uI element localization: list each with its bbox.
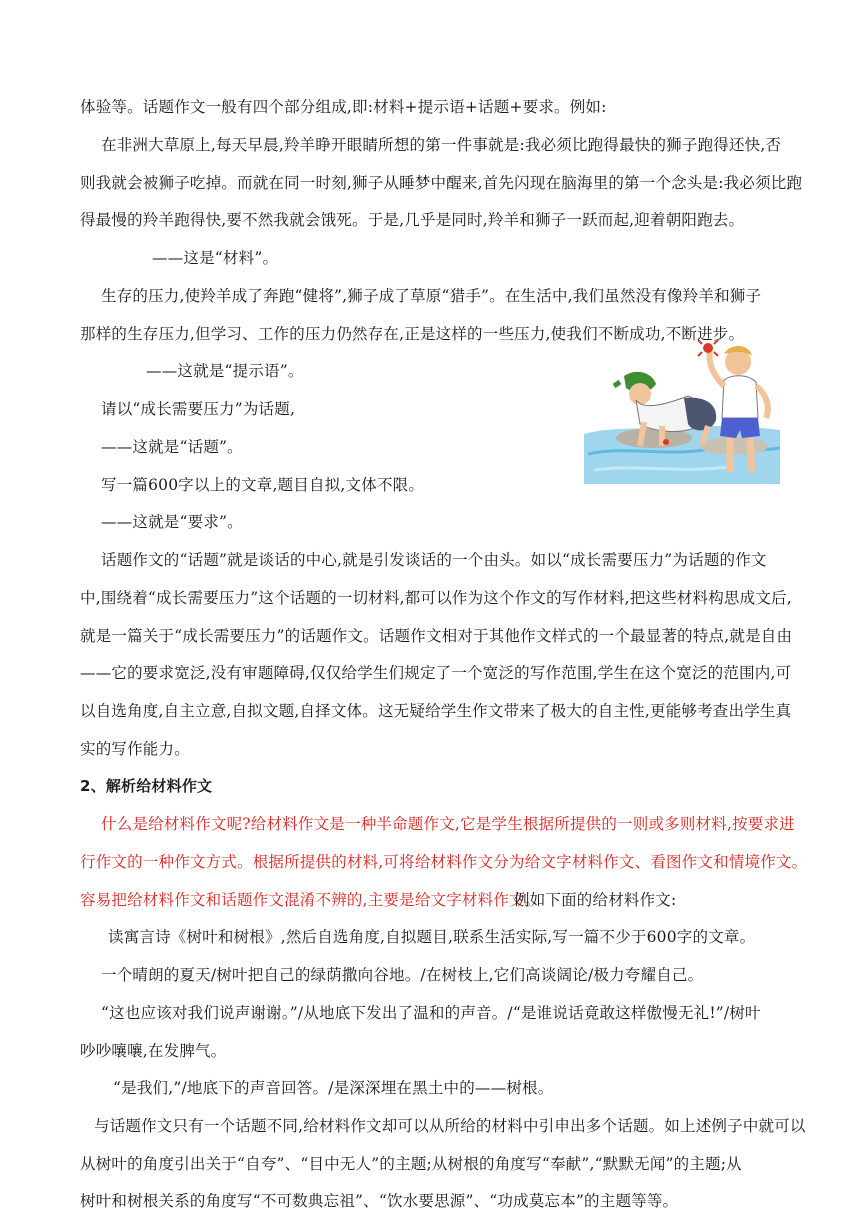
text-line: “是我们,”/地底下的声音回答。/是深深埋在黑土中的——树根。 — [113, 1079, 554, 1097]
text-line: 生存的压力,使羚羊成了奔跑“健将”,狮子成了草原“猎手”。在生活中,我们虽然没有像羚羊和狮子 — [101, 287, 762, 305]
section-heading: 2、解析给材料作文 — [80, 777, 213, 795]
text-line: 以自选角度,自主立意,自拟文题,自择文体。这无疑给学生作文带来了极大的自主性,更能够考查出学生真 — [80, 702, 792, 720]
text-line: 树叶和树根关系的角度写“不可数典忘祖”、“饮水要思源”、“功成莫忘本”的主题等等。 — [80, 1192, 679, 1210]
text-line: 则我就会被狮子吃掉。而就在同一时刻,狮子从睡梦中醒来,首先闪现在脑海里的第一个念头是:我必须比跑 — [80, 174, 803, 192]
text-line: 一个晴朗的夏天/树叶把自己的绿荫撒向谷地。/在树枝上,它们高谈阔论/极力夸耀自己。 — [101, 966, 704, 984]
text-line: 吵吵嚷嚷,在发脾气。 — [80, 1042, 227, 1060]
text-line: 什么是给材料作文呢?给材料作文是一种半命题作文,它是学生根据所提供的一则或多则材料,按要求进 — [101, 815, 795, 833]
text-line: “这也应该对我们说声谢谢。”/从地底下发出了温和的声音。/“是谁说话竟敢这样傲慢无礼!”/树叶 — [101, 1004, 761, 1022]
text-line: 例如下面的给材料作文: — [514, 891, 677, 909]
text-line: 就是一篇关于“成长需要压力”的话题作文。话题作文相对于其他作文样式的一个最显著的特点,就是自由 — [80, 627, 793, 645]
text-line: 读寓言诗《树叶和树根》,然后自选角度,自拟题目,联系生活实际,写一篇不少于600字的文章。 — [108, 928, 756, 946]
text-line: 话题作文的“话题”就是谈话的中心,就是引发谈话的一个由头。如以“成长需要压力”为话题的作文 — [101, 551, 767, 569]
text-line: 中,围绕着“成长需要压力”这个话题的一切材料,都可以作为这个作文的写作材料,把这些材料构思成文后, — [80, 589, 792, 607]
text-line: ——它的要求宽泛,没有审题障碍,仅仅给学生们规定了一个宽泛的写作范围,学生在这个宽泛的范围内,可 — [80, 664, 792, 682]
text-line: 体验等。话题作文一般有四个部分组成,即:材料+提示语+话题+要求。例如: — [80, 98, 607, 116]
text-line: ——这是“材料”。 — [152, 249, 279, 267]
text-line: 那样的生存压力,但学习、工作的压力仍然存在,正是这样的一些压力,使我们不断成功,不断进步。 — [80, 325, 745, 343]
text-line: 容易把给材料作文和话题作文混淆不辨的,主要是给文字材料作文。 — [80, 891, 541, 909]
text-line: ——这就是“提示语”。 — [146, 362, 304, 380]
text-line: 从树叶的角度引出关于“自夸”、“目中无人”的主题;从树根的角度写“奉献”,“默默无闻”的主题;从 — [80, 1155, 742, 1173]
text-line: 行作文的一种作文方式。根据所提供的材料,可将给材料作文分为给文字材料作文、看图作文和情境作文。 — [80, 853, 808, 871]
text-line: 请以“成长需要压力”为话题, — [101, 400, 296, 418]
text-line: 得最慢的羚羊跑得快,要不然我就会饿死。于是,几乎是同时,羚羊和狮子一跃而起,迎着朝阳跑去。 — [80, 211, 745, 229]
text-line: ——这就是“要求”。 — [101, 513, 243, 531]
text-line: 与话题作文只有一个话题不同,给材料作文却可以从所给的材料中引申出多个话题。如上述例子中就可以 — [94, 1117, 806, 1135]
text-line: ——这就是“话题”。 — [101, 438, 243, 456]
text-line: 在非洲大草原上,每天早晨,羚羊睁开眼睛所想的第一件事就是:我必须比跑得最快的狮子跑得还快,否 — [101, 136, 782, 154]
text-line: 写一篇600字以上的文章,题目自拟,文体不限。 — [101, 476, 425, 494]
boys-at-shore-illustration — [584, 338, 780, 484]
text-line: 实的写作能力。 — [80, 740, 190, 758]
